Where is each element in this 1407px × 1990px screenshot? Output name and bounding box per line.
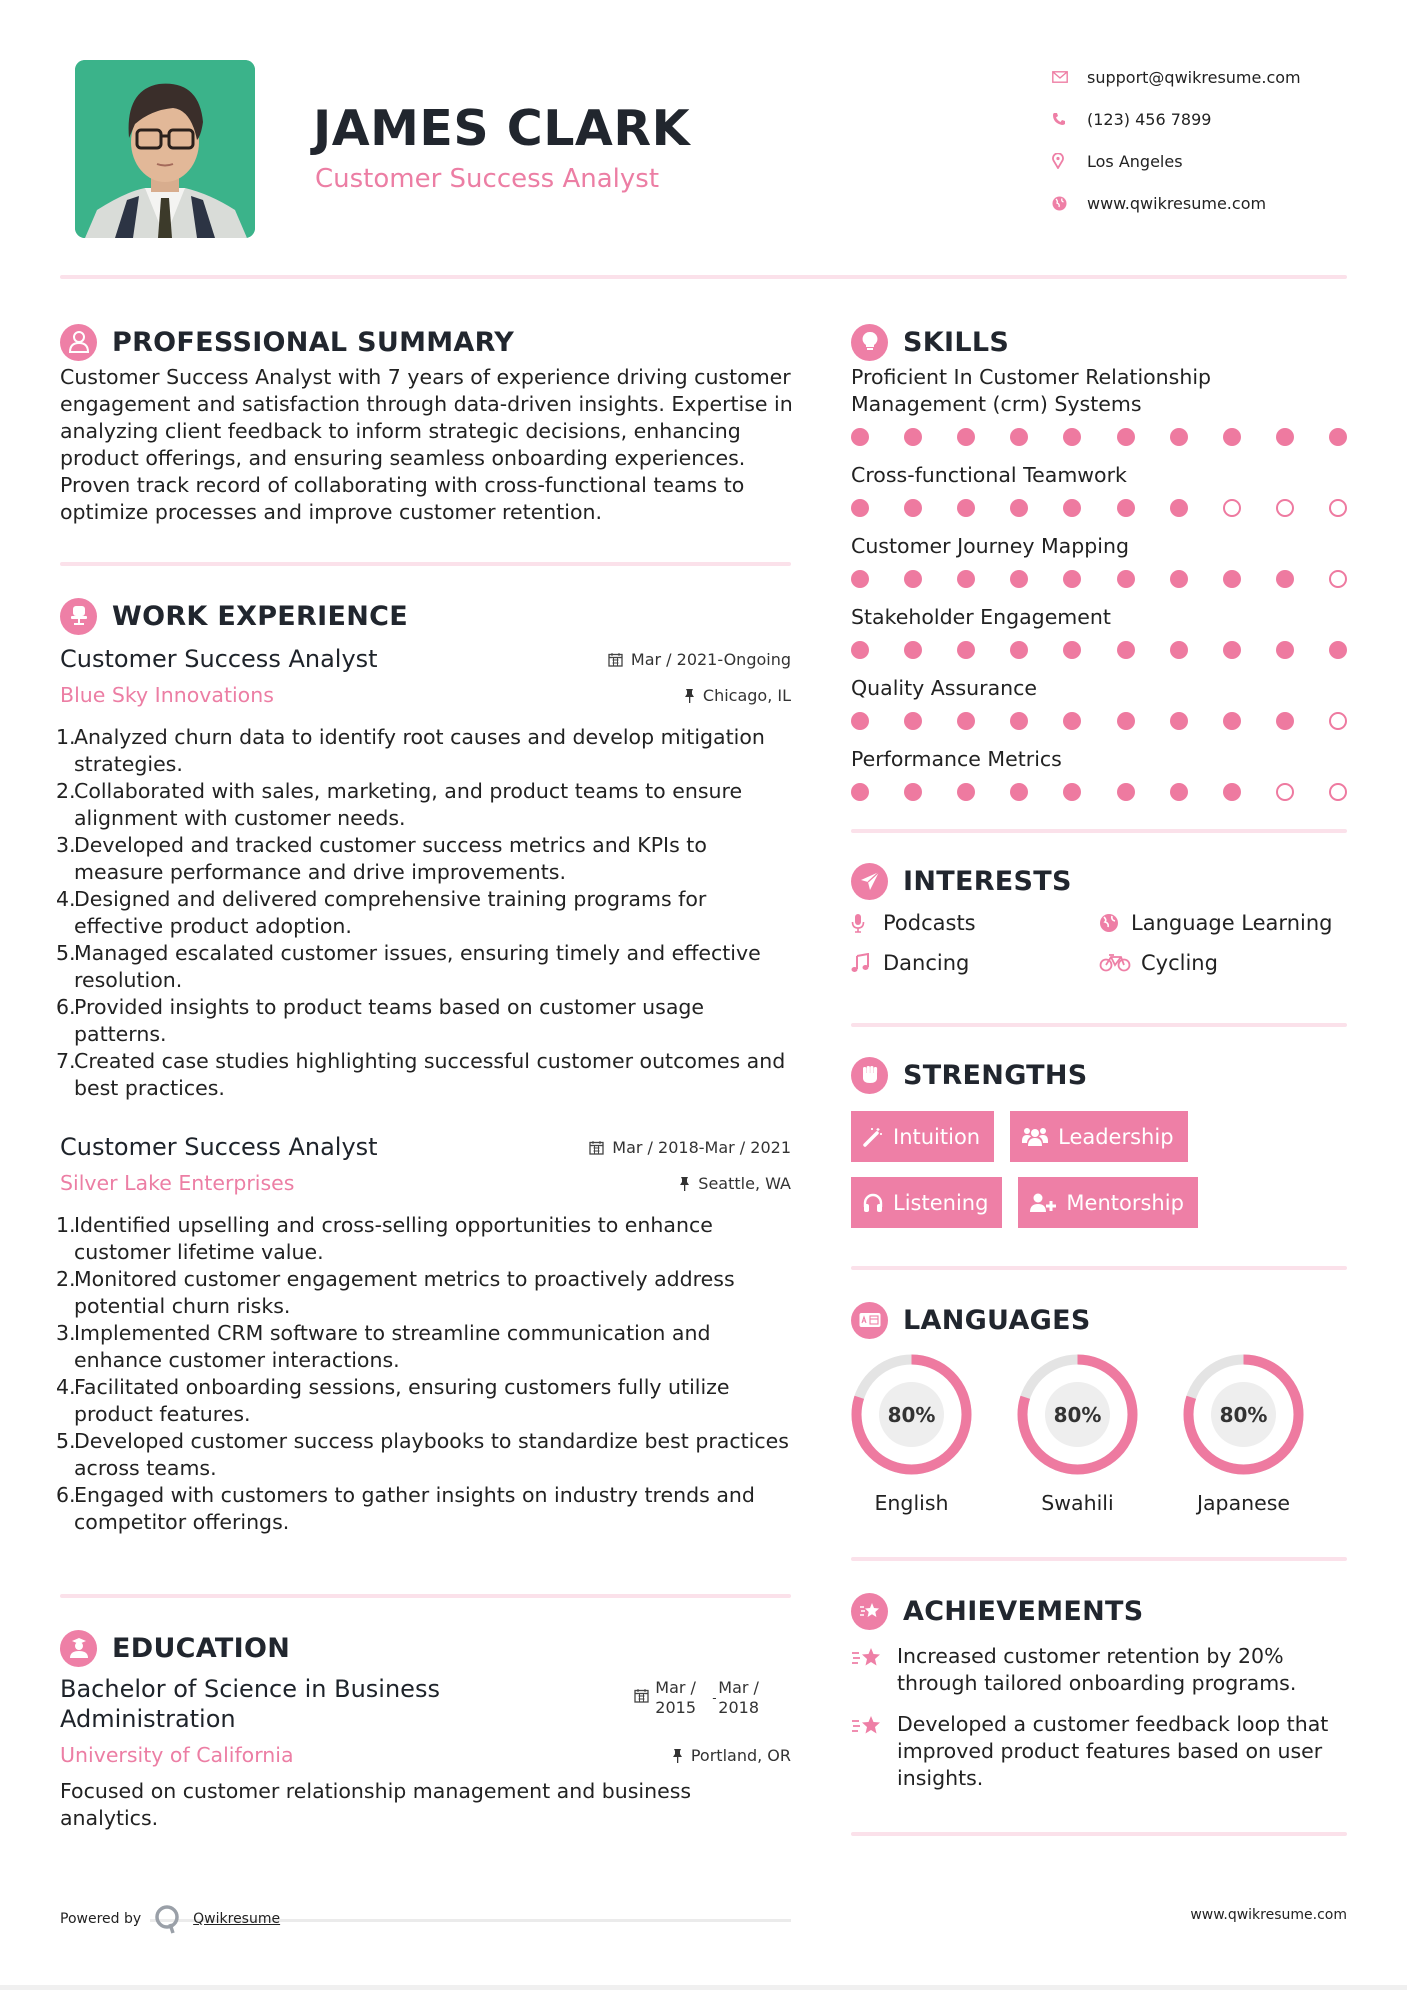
interests-section [851, 861, 1347, 1027]
skill-item: Proficient In Customer Relationship Management (crm) Systems [851, 364, 1347, 462]
job-dates [589, 1138, 791, 1157]
skills-section [851, 322, 1347, 833]
language-list [851, 1354, 1347, 1515]
powered-by-label: Powered by [60, 1911, 142, 1927]
job-dates [608, 650, 791, 669]
rating-dot-filled [957, 641, 975, 659]
paper-plane-icon [851, 863, 888, 900]
duty-item: 2. Collaborated with sales, marketing, and product teams to ensure alignment with customer needs. [56, 779, 743, 830]
achievement-list [851, 1643, 1347, 1792]
rating-dot-filled [1276, 712, 1294, 730]
rating-dot-empty [1329, 712, 1347, 730]
section-divider [60, 1594, 791, 1598]
language-name: English [874, 1491, 949, 1515]
duty-item: 3. Developed and tracked customer success metrics and KPIs to measure performance and drive improvements. [56, 833, 707, 884]
portrait-image [75, 60, 255, 238]
duty-item: 6. Provided insights to product teams based on customer usage patterns. [56, 995, 705, 1046]
education-section [60, 1628, 791, 1832]
skill-item: Performance Metrics [851, 746, 1347, 817]
job-entry [56, 1130, 791, 1536]
left-column [56, 322, 793, 1832]
rating-dot-filled [1063, 641, 1081, 659]
job-location [684, 686, 791, 705]
user-plus-icon [1030, 1193, 1056, 1213]
rating-dot-empty [1329, 783, 1347, 801]
rating-dot-filled [1170, 428, 1188, 446]
calendar-icon [634, 1688, 649, 1703]
section-title-languages: LANGUAGES [903, 1304, 1091, 1336]
pushpin-icon [672, 1748, 683, 1763]
phone-icon [1050, 112, 1087, 126]
interest-item: Podcasts [851, 911, 1099, 935]
duty-item: 2. Monitored customer engagement metrics to proactively address potential churn risks. [56, 1267, 735, 1318]
achievement-item: Developed a customer feedback loop that improved product features based on user insights. [851, 1711, 1347, 1792]
rating-dot-filled [1117, 499, 1135, 517]
language-name: Japanese [1196, 1491, 1291, 1515]
achievement-item: Increased customer retention by 20% through tailored onboarding programs. [851, 1643, 1347, 1697]
rating-dot-filled [1063, 783, 1081, 801]
office-chair-icon [60, 598, 97, 635]
rating-dot-empty [1329, 499, 1347, 517]
interest-item: Cycling [1099, 951, 1347, 975]
rating-dot-filled [1170, 641, 1188, 659]
rating-dot-filled [851, 499, 869, 517]
shooting-star-icon [851, 1593, 888, 1630]
rating-dot-filled [1276, 570, 1294, 588]
rating-dot-filled [851, 712, 869, 730]
job-entry [56, 642, 791, 1102]
language-progress-ring: 80% [1183, 1354, 1304, 1475]
rating-dot-filled [1170, 712, 1188, 730]
education-description: Focused on customer relationship management and business analytics. [60, 1779, 692, 1830]
music-note-icon [851, 953, 883, 973]
duty-list [56, 1212, 791, 1536]
users-icon [1022, 1127, 1048, 1147]
microphone-icon [851, 913, 883, 933]
section-divider [851, 1832, 1347, 1836]
user-icon [60, 324, 97, 361]
duty-item: 5. Developed customer success playbooks to standardize best practices across teams. [56, 1429, 789, 1480]
strength-tag: Mentorship [1018, 1177, 1197, 1228]
header-divider [60, 275, 1347, 279]
job-title: Customer Success Analyst [60, 1133, 378, 1161]
rating-dot-filled [1223, 712, 1241, 730]
language-name: Swahili [1041, 1491, 1114, 1515]
achievements-section [851, 1591, 1347, 1836]
degree-title: Bachelor of Science in Business Administration [60, 1675, 440, 1733]
rating-dot-filled [1117, 570, 1135, 588]
rating-dot-filled [1170, 499, 1188, 517]
rating-dot-filled [957, 499, 975, 517]
interest-item: Dancing [851, 951, 1099, 975]
education-location: Portland, OR [672, 1746, 791, 1765]
skill-rating [851, 631, 1347, 675]
rating-dot-filled [1276, 641, 1294, 659]
job-location [679, 1174, 791, 1193]
strength-tag: Leadership [1010, 1111, 1187, 1162]
language-item [1183, 1354, 1304, 1515]
footer-powered-by [60, 1904, 280, 1934]
rating-dot-filled [851, 783, 869, 801]
footer-website[interactable]: www.qwikresume.com [1190, 1907, 1347, 1923]
graduate-icon [60, 1630, 97, 1667]
rating-dot-filled [1010, 783, 1028, 801]
rating-dot-filled [957, 428, 975, 446]
page-bottom-edge [0, 1985, 1407, 1990]
section-title-summary: PROFESSIONAL SUMMARY [112, 326, 515, 358]
work-experience-section [56, 596, 791, 1598]
section-title-education: EDUCATION [112, 1632, 291, 1664]
contact-location [1050, 140, 1301, 182]
section-title-experience: WORK EXPERIENCE [112, 600, 408, 632]
rating-dot-filled [1223, 570, 1241, 588]
strengths-section [851, 1055, 1347, 1270]
section-divider [851, 1266, 1347, 1270]
rating-dot-filled [904, 570, 922, 588]
summary-text: Customer Success Analyst with 7 years of experience driving customer engagement and satisfaction through data-driven insights. Expertise in analyzing client feedback to inform strategic decisions, enhancing product offerings, and ensuring seamless onboarding experiences. Proven track record of collaborating with cross-functional teams to optimize processes and improve customer retention. [60, 365, 793, 524]
section-divider [851, 1557, 1347, 1561]
rating-dot-filled [904, 783, 922, 801]
duty-item: 1. Identified upselling and cross-selling opportunities to enhance customer lifetime value. [56, 1213, 713, 1264]
job-location-text: Chicago, IL [702, 685, 791, 705]
languages-section [851, 1300, 1347, 1561]
skill-rating [851, 418, 1347, 462]
rating-dot-empty [1329, 570, 1347, 588]
rating-dot-filled [1117, 428, 1135, 446]
qwikresume-link[interactable]: Qwikresume [193, 1911, 281, 1927]
rating-dot-filled [957, 783, 975, 801]
rating-dot-empty [1276, 783, 1294, 801]
rating-dot-filled [904, 641, 922, 659]
rating-dot-empty [1223, 499, 1241, 517]
candidate-name: JAMES CLARK [313, 100, 691, 157]
contact-list [1050, 56, 1301, 224]
language-progress-ring: 80% [1017, 1354, 1138, 1475]
skill-rating [851, 489, 1347, 533]
rating-dot-filled [1063, 499, 1081, 517]
rating-dot-filled [904, 712, 922, 730]
rating-dot-filled [957, 570, 975, 588]
skill-rating [851, 702, 1347, 746]
pushpin-icon [684, 688, 695, 703]
section-divider [60, 562, 791, 566]
rating-dot-filled [1010, 641, 1028, 659]
rating-dot-filled [1117, 783, 1135, 801]
calendar-icon [608, 652, 623, 667]
qwikresume-logo-icon [153, 1904, 183, 1934]
rating-dot-filled [1010, 570, 1028, 588]
duty-item: 1. Analyzed churn data to identify root causes and develop mitigation strategies. [56, 725, 765, 776]
candidate-title: Customer Success Analyst [315, 164, 660, 194]
contact-location-text: Los Angeles [1087, 151, 1183, 171]
rating-dot-filled [1010, 428, 1028, 446]
section-divider [851, 1023, 1347, 1027]
duty-item: 4. Facilitated onboarding sessions, ensuring customers fully utilize product features. [56, 1375, 730, 1426]
skill-rating [851, 773, 1347, 817]
skill-rating [851, 560, 1347, 604]
skill-item: Quality Assurance [851, 675, 1347, 746]
profile-photo [75, 60, 255, 238]
rating-dot-filled [1276, 428, 1294, 446]
language-item [851, 1354, 972, 1515]
strength-tags [851, 1111, 1271, 1228]
skill-item: Stakeholder Engagement [851, 604, 1347, 675]
job-location-text: Seattle, WA [698, 1173, 791, 1193]
lightbulb-icon [851, 324, 888, 361]
duty-item: 5. Managed escalated customer issues, ensuring timely and effective resolution. [56, 941, 761, 992]
map-pin-icon [1050, 153, 1087, 169]
magic-wand-icon [863, 1127, 883, 1147]
rating-dot-filled [1223, 783, 1241, 801]
contact-email[interactable] [1050, 56, 1301, 98]
rating-dot-filled [904, 499, 922, 517]
rating-dot-filled [1117, 641, 1135, 659]
language-progress-ring: 80% [851, 1354, 972, 1475]
skill-item: Cross-functional Teamwork [851, 462, 1347, 533]
duty-list [56, 724, 791, 1102]
duty-item: 6. Engaged with customers to gather insights on industry trends and competitor offerings. [56, 1483, 755, 1534]
right-column [851, 322, 1347, 1836]
rating-dot-filled [1329, 641, 1347, 659]
rating-dot-filled [1010, 499, 1028, 517]
translate-icon [851, 1302, 888, 1339]
rating-dot-filled [1117, 712, 1135, 730]
pushpin-icon [679, 1176, 690, 1191]
contact-email-text: support@qwikresume.com [1087, 67, 1301, 87]
rating-dot-filled [1170, 783, 1188, 801]
section-title-strengths: STRENGTHS [903, 1059, 1088, 1091]
strength-tag: Intuition [851, 1111, 994, 1162]
shooting-star-icon [851, 1711, 897, 1792]
education-dates: Mar / 2015 - Mar / 2018 [634, 1678, 759, 1718]
globe-icon [1099, 913, 1131, 933]
rating-dot-filled [1010, 712, 1028, 730]
duty-item: 3. Implemented CRM software to streamline communication and enhance customer interactions. [56, 1321, 711, 1372]
interest-item: Language Learning [1099, 911, 1347, 935]
professional-summary-section [60, 322, 791, 566]
school-name: University of California [60, 1743, 294, 1767]
contact-website[interactable] [1050, 182, 1301, 224]
strength-tag: Listening [851, 1177, 1002, 1228]
rating-dot-filled [1170, 570, 1188, 588]
contact-phone-text: (123) 456 7899 [1087, 109, 1212, 129]
duty-item: 7. Created case studies highlighting successful customer outcomes and best practices. [56, 1049, 786, 1100]
skill-item: Customer Journey Mapping [851, 533, 1347, 604]
interest-list [851, 911, 1347, 975]
rating-dot-filled [851, 641, 869, 659]
skills-list [851, 364, 1347, 817]
rating-dot-empty [1276, 499, 1294, 517]
contact-website-text: www.qwikresume.com [1087, 193, 1267, 213]
job-dates-text: Mar / 2018-Mar / 2021 [612, 1137, 791, 1157]
job-dates-text: Mar / 2021-Ongoing [630, 649, 791, 669]
rating-dot-filled [1223, 641, 1241, 659]
language-item [1017, 1354, 1138, 1515]
raised-fist-icon [851, 1057, 888, 1094]
rating-dot-filled [1063, 712, 1081, 730]
section-title-interests: INTERESTS [903, 865, 1072, 897]
contact-phone[interactable] [1050, 98, 1301, 140]
rating-dot-filled [957, 712, 975, 730]
company-name: Silver Lake Enterprises [60, 1171, 295, 1195]
rating-dot-filled [851, 570, 869, 588]
shooting-star-icon [851, 1643, 897, 1697]
envelope-icon [1050, 71, 1087, 83]
section-divider [851, 829, 1347, 833]
rating-dot-filled [851, 428, 869, 446]
rating-dot-filled [1223, 428, 1241, 446]
rating-dot-filled [1063, 428, 1081, 446]
calendar-icon [589, 1140, 604, 1155]
rating-dot-filled [1063, 570, 1081, 588]
bicycle-icon [1099, 954, 1141, 972]
section-title-achievements: ACHIEVEMENTS [903, 1595, 1144, 1627]
globe-icon [1050, 196, 1087, 211]
company-name: Blue Sky Innovations [60, 683, 274, 707]
headphones-icon [863, 1193, 883, 1213]
job-title: Customer Success Analyst [60, 645, 378, 673]
section-title-skills: SKILLS [903, 326, 1010, 358]
duty-item: 4. Designed and delivered comprehensive training programs for effective product adoption. [56, 887, 707, 938]
rating-dot-filled [1329, 428, 1347, 446]
rating-dot-filled [904, 428, 922, 446]
